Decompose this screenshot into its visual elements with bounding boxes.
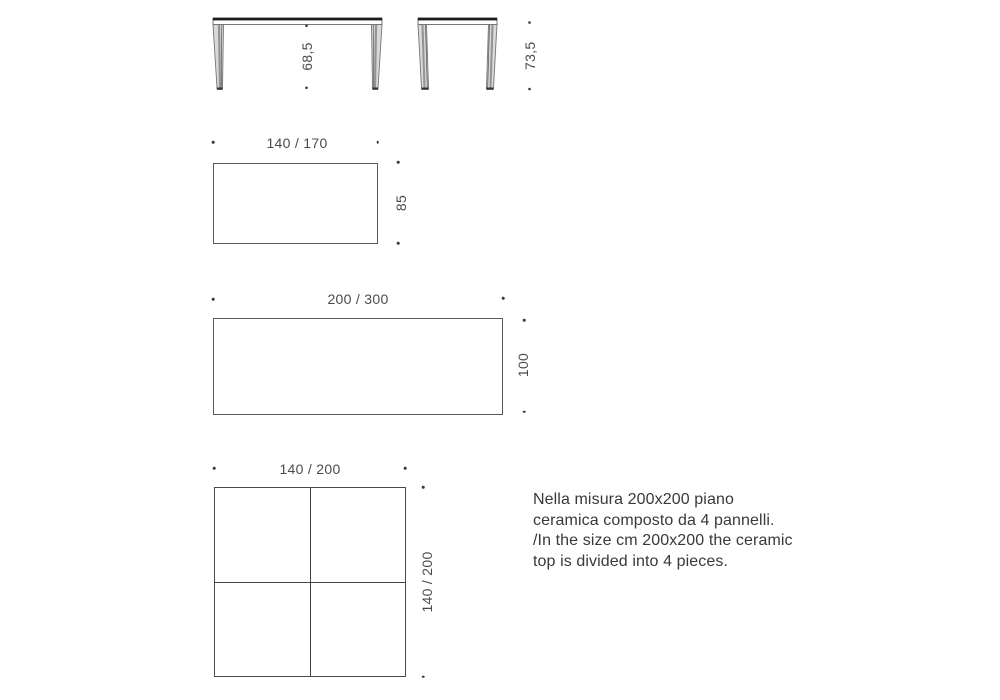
dimension-dot — [212, 298, 215, 301]
table-side-elevation — [414, 17, 544, 95]
plan-rect-140-170 — [213, 163, 378, 244]
dimension-dot — [376, 141, 379, 144]
plan-rect-140-200-panels — [214, 487, 406, 677]
dimension-dot — [502, 297, 505, 300]
leg-foot — [372, 88, 378, 90]
dimension-dot — [212, 141, 215, 144]
front-height-dimension-label: 68,5 — [299, 42, 315, 71]
plan3-depth-dimension-label: 140 / 200 — [418, 551, 435, 613]
table-front-elevation — [212, 17, 387, 95]
leg-foot — [217, 88, 223, 90]
dimension-dot — [305, 87, 308, 90]
table-leg-left — [418, 25, 429, 90]
note-line: ceramica composto da 4 pannelli. — [533, 511, 775, 529]
plan-rect-200-300 — [213, 318, 503, 415]
dimension-dot — [523, 319, 526, 322]
table-leg-right — [486, 25, 497, 90]
panel-divider-horizontal — [215, 582, 405, 583]
note-line: Nella misura 200x200 piano — [533, 491, 734, 508]
tabletop-edge — [213, 18, 382, 21]
leg-foot — [486, 88, 493, 90]
table-leg-right — [372, 25, 383, 90]
leg-foot — [421, 88, 428, 90]
plan2-depth-dimension-label: 100 — [515, 352, 531, 377]
dimension-dot — [397, 242, 400, 245]
plan1-depth-dimension-label: 85 — [393, 194, 409, 211]
dimension-dot — [523, 410, 526, 413]
plan3-width-dimension-label: 140 / 200 — [279, 461, 341, 477]
dimension-dot — [528, 21, 531, 24]
side-height-dimension-label: 73,5 — [522, 41, 538, 71]
plan1-width-dimension-label: 140 / 170 — [266, 135, 328, 151]
dimension-dot — [422, 675, 425, 678]
dimension-dot — [404, 467, 407, 470]
dimension-dot — [422, 486, 425, 489]
note-text — [533, 490, 793, 572]
note-line: top is divided into 4 pieces. — [533, 552, 729, 570]
dimension-dot — [213, 467, 216, 470]
tabletop-edge — [418, 18, 497, 21]
plan2-width-dimension-label: 200 / 300 — [327, 291, 389, 307]
dimension-dot — [528, 88, 531, 91]
dimension-dot — [397, 161, 400, 164]
note-line: /In the size cm 200x200 the ceramic — [533, 532, 793, 550]
dimension-dot — [305, 25, 308, 28]
table-leg-left — [213, 25, 224, 90]
